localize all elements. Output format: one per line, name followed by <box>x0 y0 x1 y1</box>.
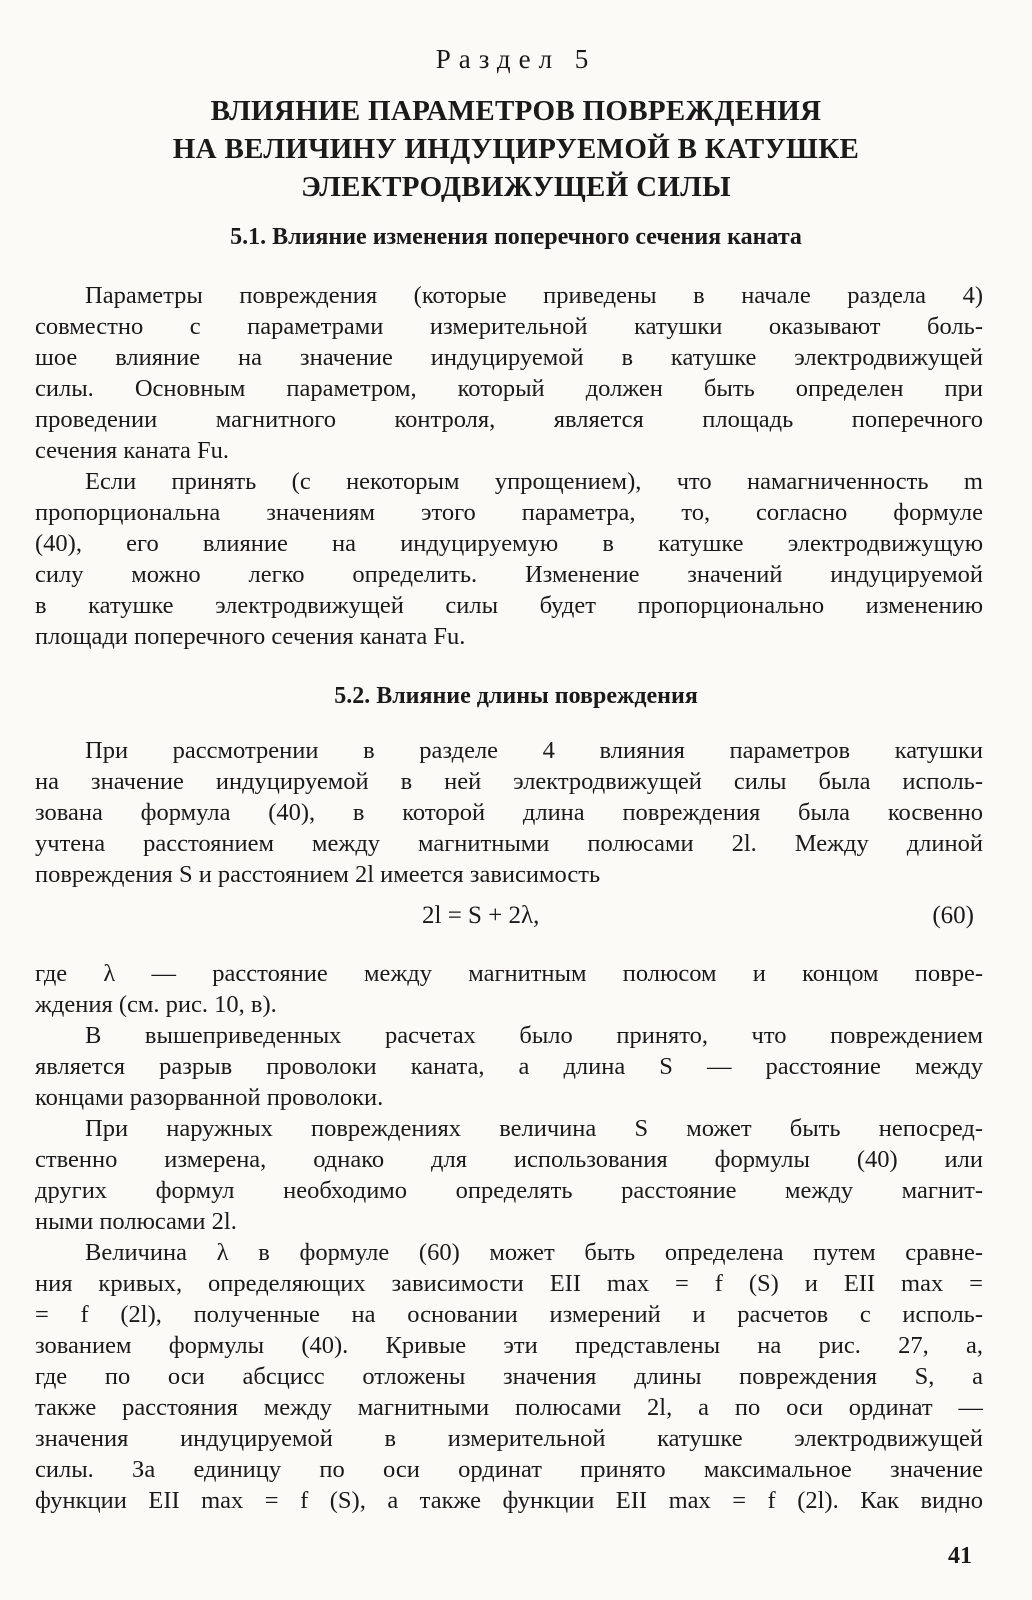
paragraph-line: При рассмотрении в разделе 4 влияния параметров катушки <box>85 737 983 764</box>
paragraph-line: ния кривых, определяющих зависимости EII max = f (S) и EII max = <box>35 1270 983 1297</box>
section-title-line: ВЛИЯНИЕ ПАРАМЕТРОВ ПОВРЕЖДЕНИЯ <box>210 95 822 127</box>
paragraph-line: других формул необходимо определять расстояние между магнит- <box>35 1177 983 1204</box>
paragraph-line: также расстояния между магнитными полюсами 2l, а по оси ординат — <box>35 1394 983 1421</box>
paragraph-line: совместно с параметрами измерительной катушки оказывают боль- <box>35 313 983 340</box>
subsection-heading: 5.2. Влияние длины повреждения <box>334 683 698 709</box>
paragraph-line: При наружных повреждениях величина S может быть непосред- <box>85 1115 983 1142</box>
paragraph-line: пропорциональна значениям этого параметра, то, согласно формуле <box>35 499 983 526</box>
paragraph-line: учтена расстоянием между магнитными полюсами 2l. Между длиной <box>35 830 983 857</box>
paragraph-line: Величина λ в формуле (60) может быть определена путем сравне- <box>85 1239 983 1266</box>
paragraph-line: проведении магнитного контроля, является площадь поперечного <box>35 406 983 433</box>
paragraph-line: шое влияние на значение индуцируемой в катушке электродвижущей <box>35 344 983 371</box>
paragraph-line: площади поперечного сечения каната Fu. <box>35 623 466 650</box>
subsection-heading: 5.1. Влияние изменения поперечного сечения каната <box>230 224 802 250</box>
paragraph-line: функции EII max = f (S), а также функции EII max = f (2l). Как видно <box>35 1487 983 1514</box>
section-title-line: ЭЛЕКТРОДВИЖУЩЕЙ СИЛЫ <box>301 171 731 203</box>
paragraph-line: (40), его влияние на индуцируемую в катушке электродвижущую <box>35 530 983 557</box>
paragraph-line: в катушке электродвижущей силы будет пропорционально изменению <box>35 592 983 619</box>
paragraph-line: зована формула (40), в которой длина повреждения была косвенно <box>35 799 983 826</box>
equation-60 <box>0 902 1032 936</box>
paragraph-line: Параметры повреждения (которые приведены в начале раздела 4) <box>85 282 983 309</box>
paragraph-line: ными полюсами 2l. <box>35 1208 237 1235</box>
paragraph-line: значения индуцируемой в измерительной катушке электродвижущей <box>35 1425 983 1452</box>
paragraph-line: является разрыв проволоки каната, а длина S — расстояние между <box>35 1053 983 1080</box>
paragraph-line: ждения (см. рис. 10, в). <box>35 991 277 1018</box>
equation-number: (60) <box>932 902 974 929</box>
section-label: Раздел 5 <box>435 44 597 74</box>
paragraph-line: силу можно легко определить. Изменение значений индуцируемой <box>35 561 983 588</box>
section-title-line: НА ВЕЛИЧИНУ ИНДУЦИРУЕМОЙ В КАТУШКЕ <box>172 133 860 165</box>
paragraph-line: В вышеприведенных расчетах было принято, что повреждением <box>85 1022 983 1049</box>
paragraph-line: ственно измерена, однако для использования формулы (40) или <box>35 1146 983 1173</box>
paragraph-line: Если принять (с некоторым упрощением), что намагниченность m <box>85 468 983 495</box>
equation-expression: 2l = S + 2λ, <box>422 902 540 929</box>
paragraph-line: концами разорванной проволоки. <box>35 1084 384 1111</box>
paragraph-line: силы. Основным параметром, который должен быть определен при <box>35 375 983 402</box>
paragraph-line: зованием формулы (40). Кривые эти представлены на рис. 27, а, <box>35 1332 983 1359</box>
paragraph-line: = f (2l), полученные на основании измерений и расчетов с исполь- <box>35 1301 983 1328</box>
paragraph-line: на значение индуцируемой в ней электродвижущей силы была исполь- <box>35 768 983 795</box>
paragraph-line: где λ — расстояние между магнитным полюсом и концом повре- <box>35 960 983 987</box>
paragraph-line: сечения каната Fu. <box>35 437 230 464</box>
page-number: 41 <box>948 1543 972 1569</box>
paragraph-line: где по оси абсцисс отложены значения длины повреждения S, а <box>35 1363 983 1390</box>
paragraph-line: силы. За единицу по оси ординат принято максимальное значение <box>35 1456 983 1483</box>
paragraph-line: повреждения S и расстоянием 2l имеется зависимость <box>35 861 601 888</box>
